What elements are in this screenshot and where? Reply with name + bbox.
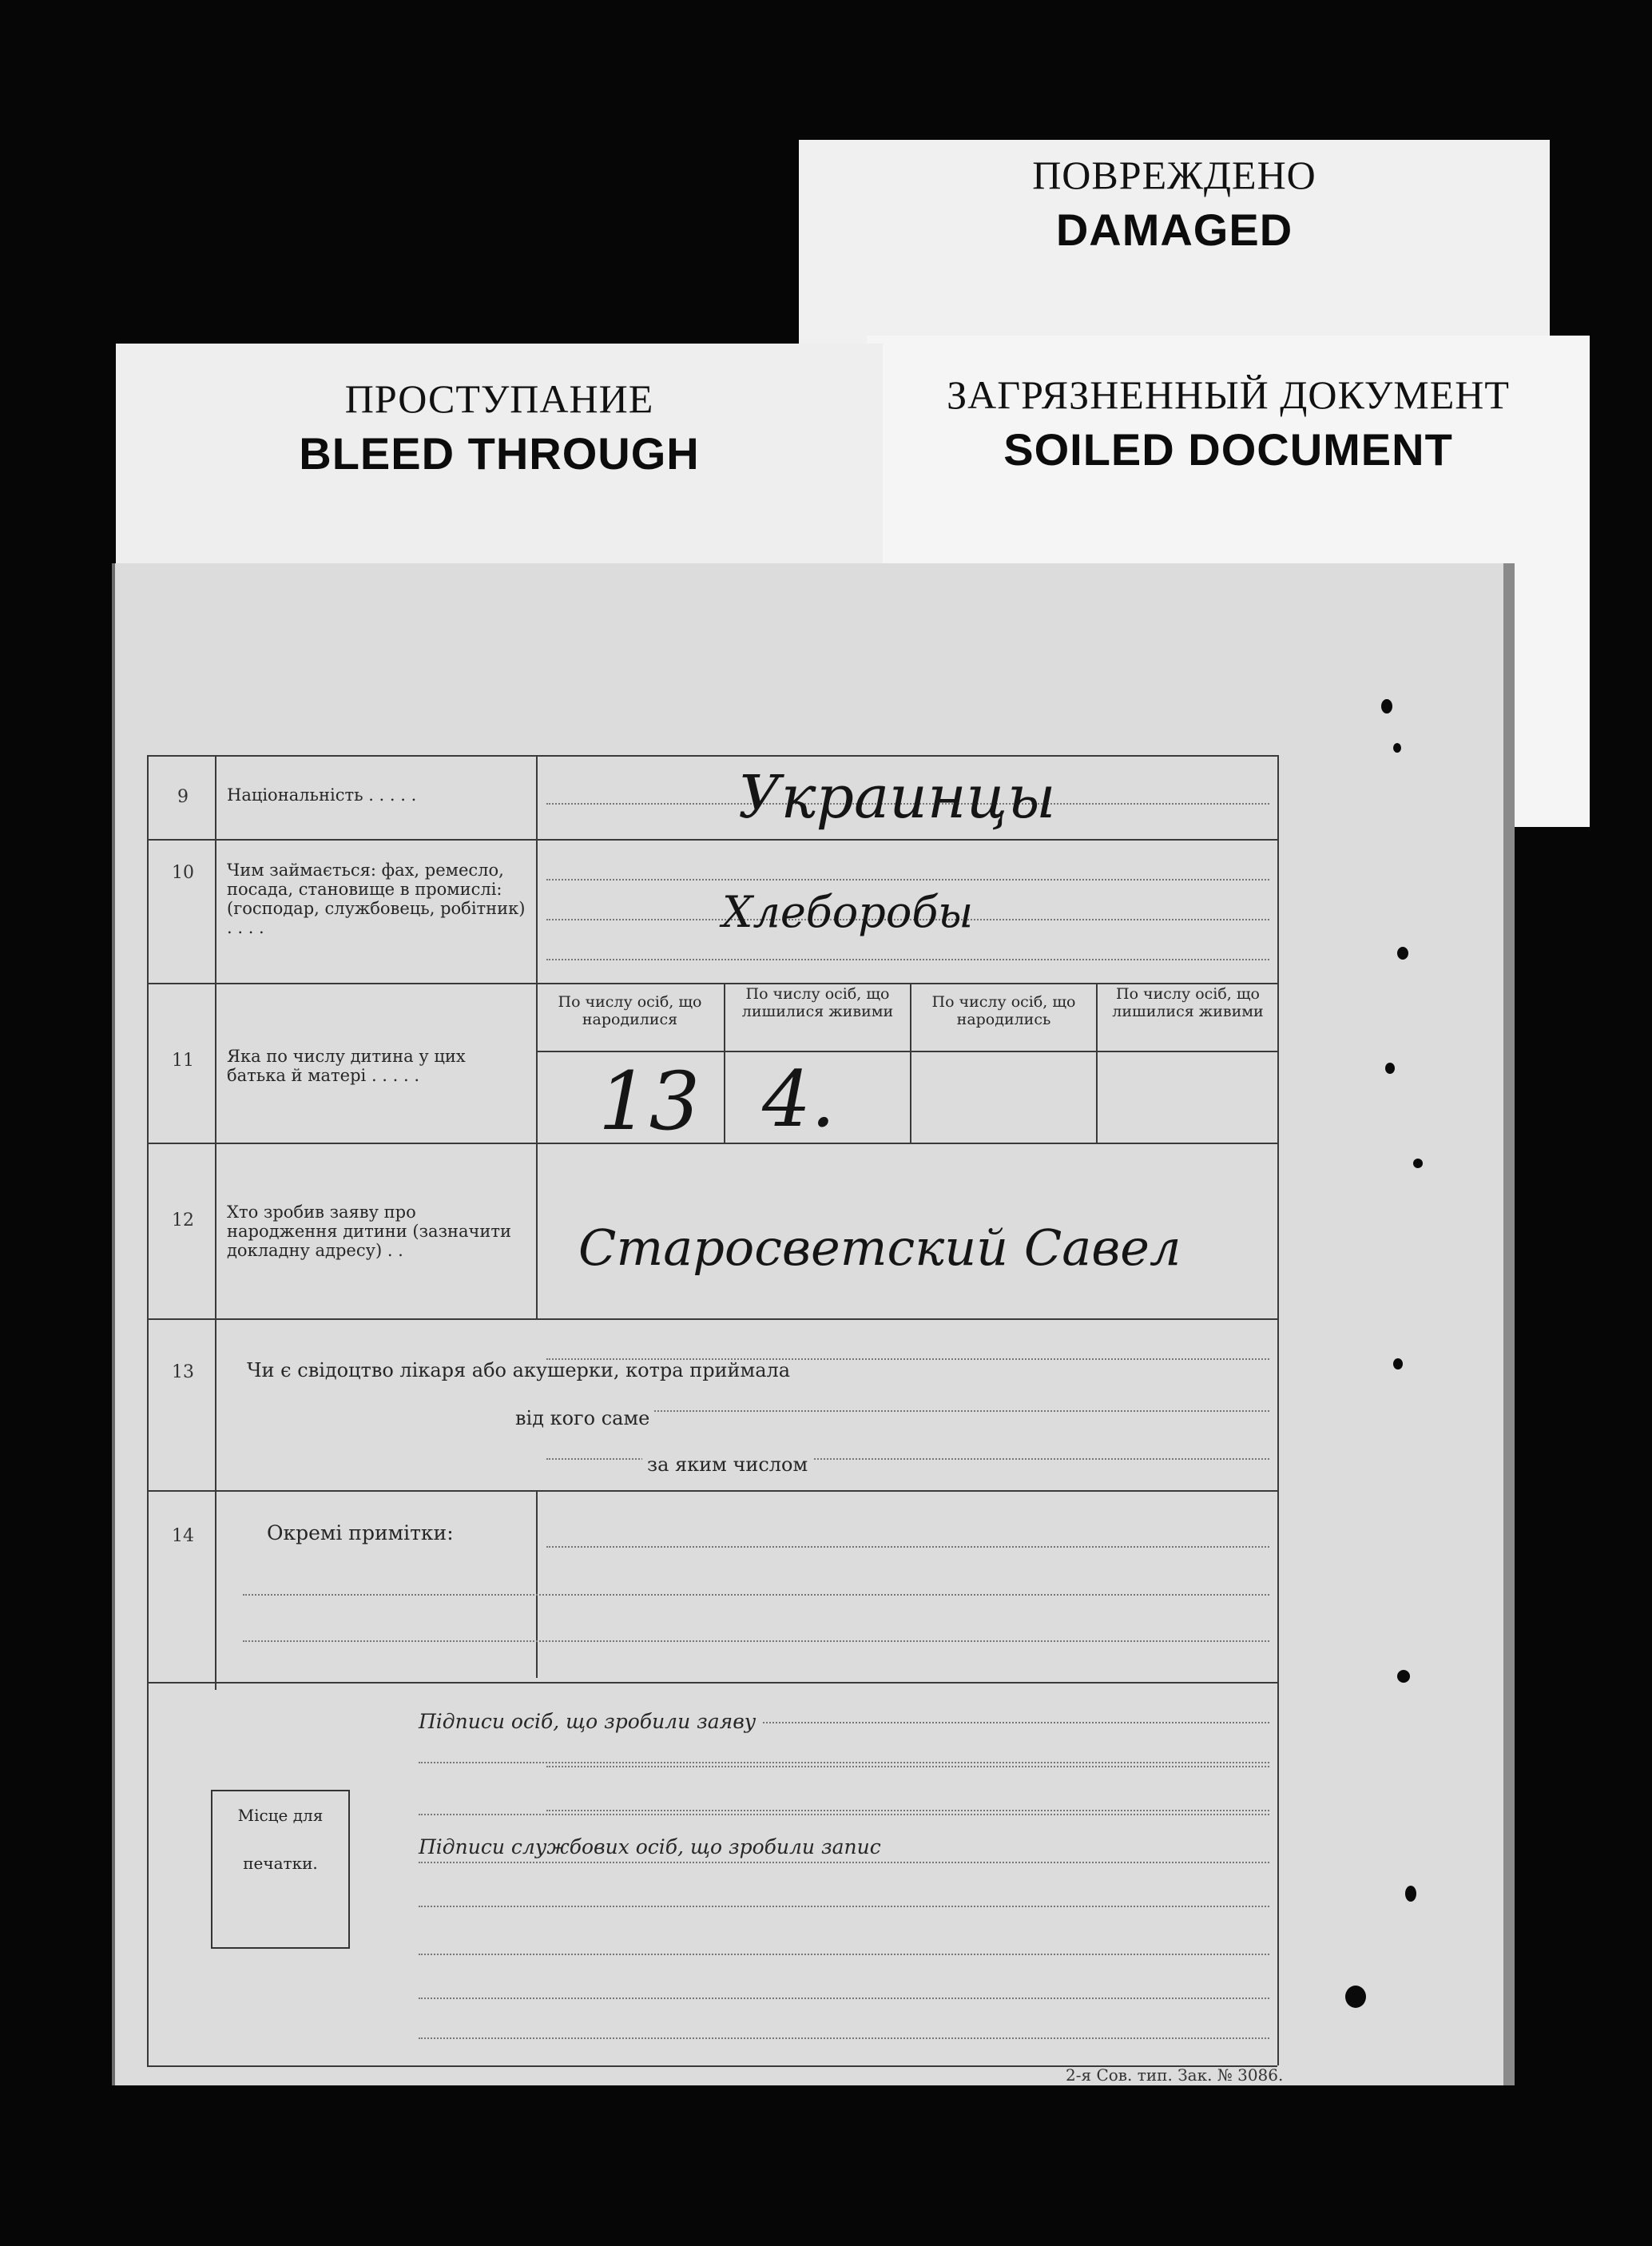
punch-hole (1405, 1886, 1416, 1902)
row-number-10: 10 (172, 863, 194, 883)
row-number-14: 14 (172, 1526, 194, 1546)
bleed-label-en: BLEED THROUGH (299, 428, 700, 479)
applicant-signatures-label: Підписи осіб, що зробили заяву (419, 1712, 762, 1731)
punch-hole (1393, 1358, 1403, 1369)
certificate-date: за яким числом (642, 1455, 812, 1474)
stamp-placeholder-line2: печатки. (243, 1854, 318, 1873)
remarks-label: Окремі примітки: (267, 1521, 454, 1544)
nationality-value: Украинцы (738, 763, 1056, 832)
informant-value: Старосветский Савел (578, 1218, 1181, 1277)
punch-hole (1397, 1670, 1410, 1683)
column-alive-count: По числу осіб, що лишилися живими (741, 985, 894, 1020)
document-page (112, 563, 1515, 2085)
soiled-label-ru: ЗАГРЯЗНЕННЫЙ ДОКУМЕНТ (947, 372, 1510, 417)
occupation-label: Чим займається: фах, ремесло, посада, становище в промислі: (господар, службовець, робітник) . . . . (227, 861, 526, 937)
column-alive-count-2: По числу осіб, що лишилися живими (1112, 985, 1264, 1020)
nationality-label: Національність . . . . . (227, 785, 417, 805)
row-number-12: 12 (172, 1210, 194, 1230)
informant-label: Хто зробив заяву про народження дитини (зазначити докладну адресу) . . (227, 1203, 512, 1260)
punch-hole (1385, 1063, 1395, 1074)
occupation-value: Хлеборобы (722, 887, 974, 937)
row-number-9: 9 (177, 787, 189, 807)
punch-hole (1413, 1159, 1423, 1168)
damaged-label-card (799, 140, 1550, 356)
row-number-11: 11 (172, 1051, 194, 1071)
punch-hole (1345, 1986, 1366, 2008)
column-born-count-2: По числу осіб, що народились (931, 993, 1076, 1028)
stamp-placeholder-line1: Місце для (237, 1806, 324, 1825)
punch-hole (1397, 947, 1408, 960)
column-born-count: По числу осіб, що народилися (558, 993, 702, 1028)
alive-count-value: 4. (762, 1055, 836, 1144)
damaged-label-en: DAMAGED (1055, 205, 1293, 255)
certificate-question: Чи є свідоцтво лікаря або акушерки, котра приймала (247, 1359, 791, 1381)
stamp-placeholder-box (211, 1790, 350, 1949)
born-count-value: 13 (598, 1055, 701, 1148)
bleed-label-ru: ПРОСТУПАНИЕ (344, 376, 654, 421)
punch-hole (1381, 699, 1392, 714)
certificate-from-whom: від кого саме (510, 1409, 654, 1428)
registration-form (147, 755, 1277, 2065)
soiled-label-en: SOILED DOCUMENT (1003, 424, 1453, 475)
row-number-13: 13 (172, 1362, 194, 1382)
damaged-label-ru: ПОВРЕЖДЕНО (1032, 153, 1316, 197)
punch-hole (1393, 743, 1401, 753)
official-signatures-label: Підписи службових осіб, що зробили запис (419, 1838, 888, 1857)
child-order-label: Яка по числу дитина у цих батька й матері . . . . . (227, 1047, 466, 1085)
printer-imprint: 2-я Сов. тип. Зак. № 3086. (1066, 2065, 1284, 2085)
